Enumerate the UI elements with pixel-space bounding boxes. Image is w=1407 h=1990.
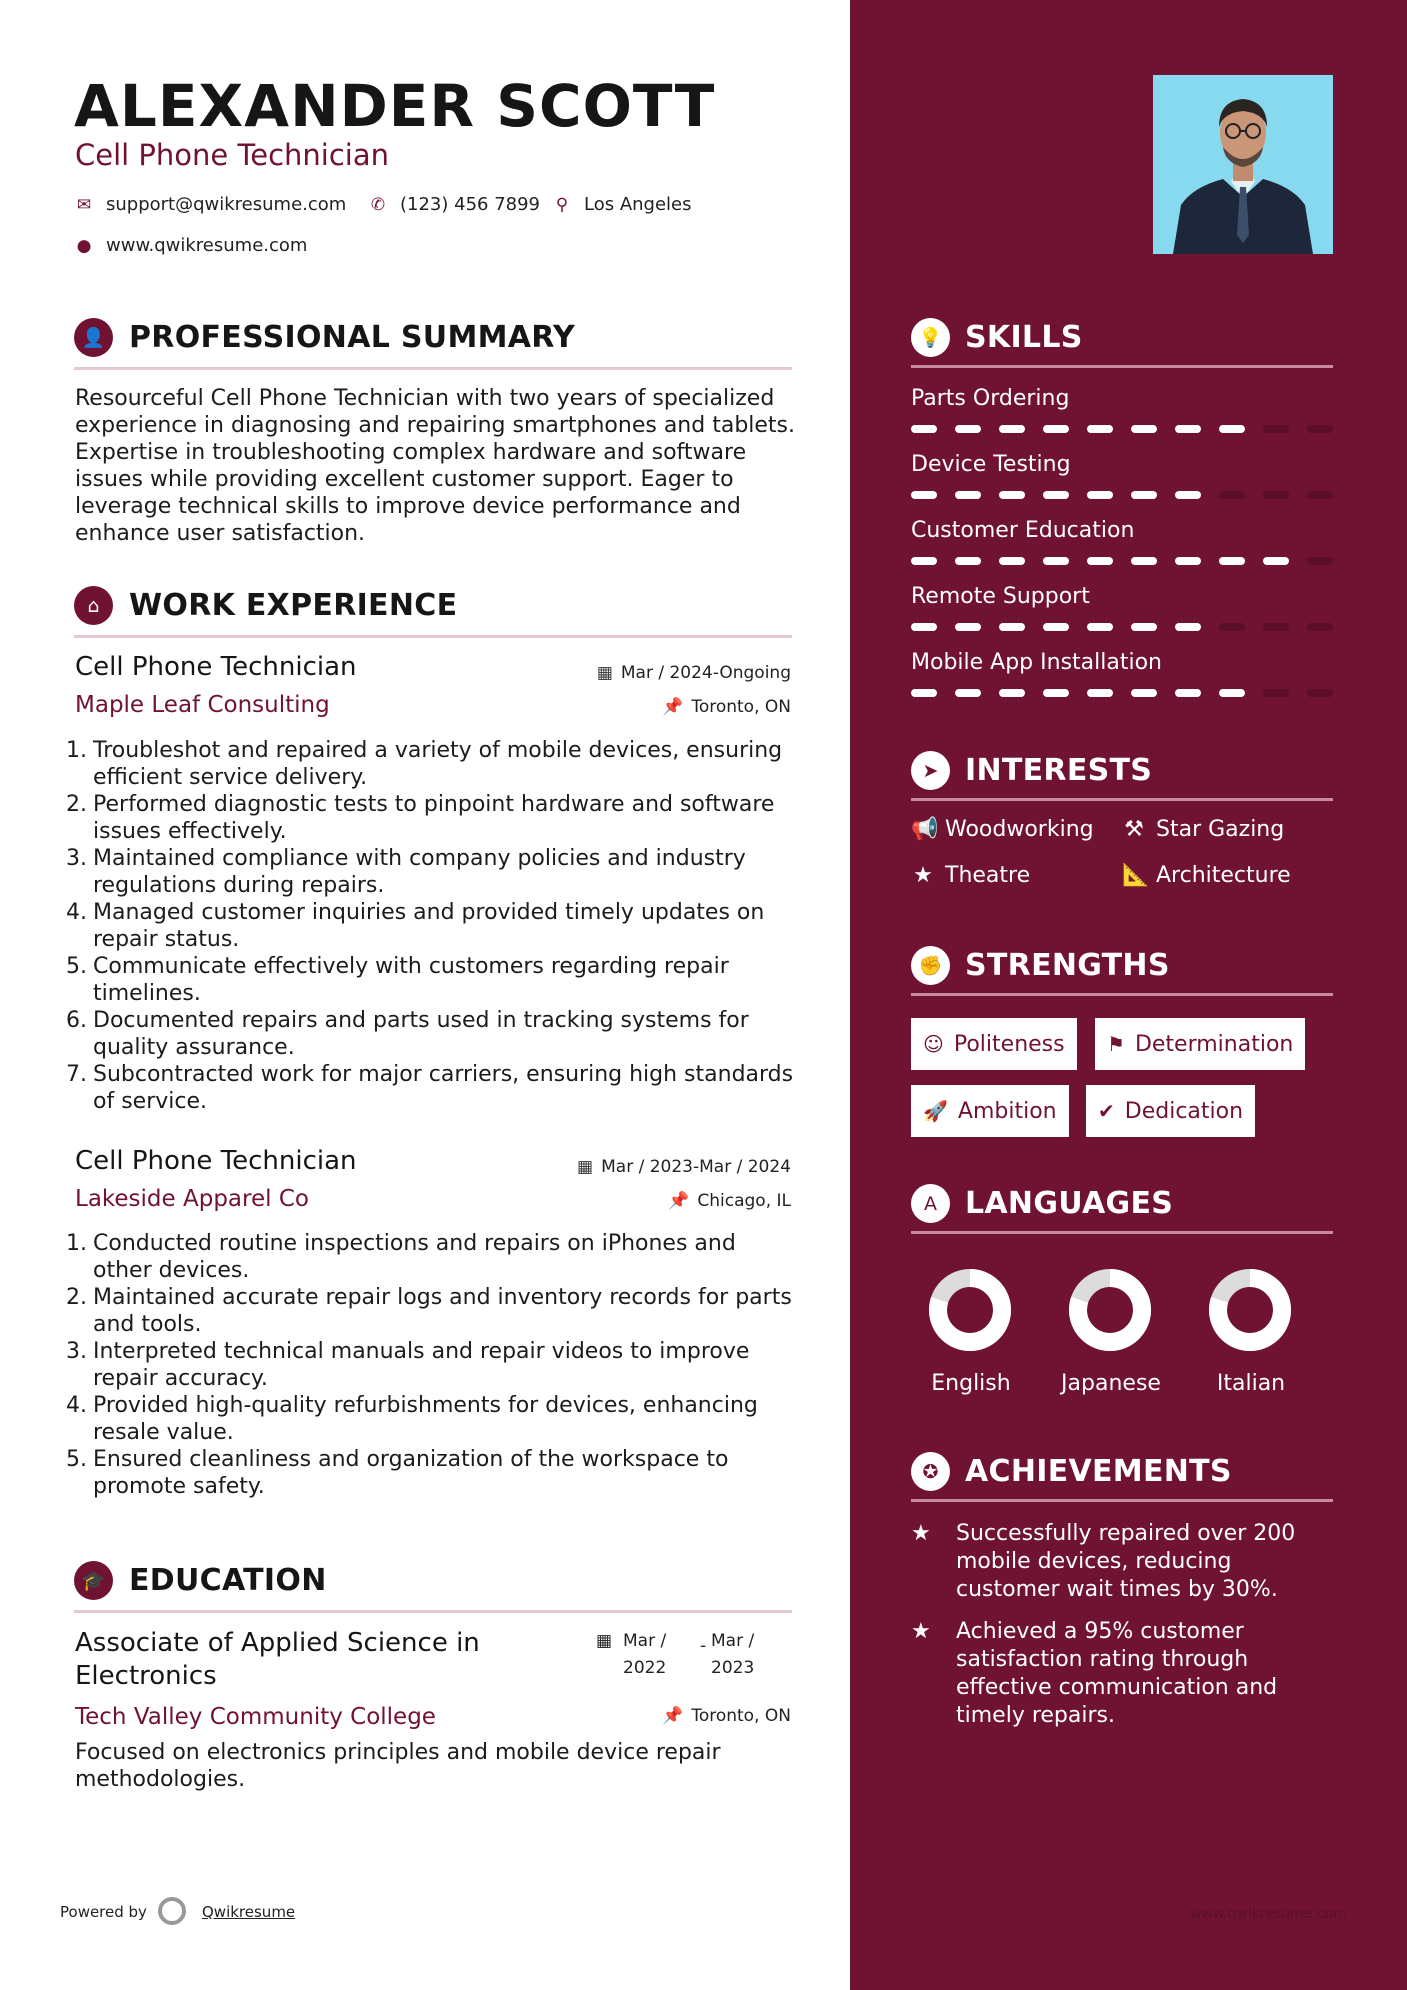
fist-icon: ✊: [911, 946, 950, 985]
skill-dash: [955, 557, 981, 565]
skill-dash: [999, 557, 1025, 565]
skill-dash: [911, 623, 937, 631]
skill-dash: [1307, 557, 1333, 565]
skill-dash: [1175, 491, 1201, 499]
skill-dash: [999, 425, 1025, 433]
pin-icon: 📌: [662, 1706, 684, 1726]
interests-heading: INTERESTS: [965, 753, 1153, 788]
skill-dash: [911, 491, 937, 499]
job-location: [662, 697, 791, 717]
skill-dash: [1043, 623, 1069, 631]
language-rings: [911, 1260, 1333, 1360]
skill-name: Remote Support: [911, 584, 1090, 609]
experience-header: [74, 580, 792, 638]
skill-level-bar: [911, 623, 1333, 631]
achievement-item: Successfully repaired over 200 mobile devices, reducing customer wait times by 30%.: [956, 1521, 1296, 1602]
summary-text: Resourceful Cell Phone Technician with two years of specialized experience in diagnosing and repairing smartphones and tablets. Expertise in troubleshooting complex hardware and software issues while providing excellent customer support. Eager to leverage technical skills to improve device performance and enhance user satisfaction.: [75, 386, 796, 546]
job-title: Cell Phone Technician: [75, 652, 357, 682]
achievements-heading: ACHIEVEMENTS: [965, 1454, 1232, 1489]
email-contact[interactable]: [74, 194, 346, 215]
job-title: Cell Phone Technician: [75, 1146, 357, 1176]
job-bullets: [66, 737, 796, 1115]
edu-end-date: Mar / 2023: [711, 1631, 755, 1678]
strengths-heading: STRENGTHS: [965, 948, 1170, 983]
list-item: 1. Conducted routine inspections and repairs on iPhones and other devices.: [66, 1231, 736, 1283]
job-date-text: Mar / 2024-Ongoing: [620, 663, 791, 683]
skill-dash: [1087, 623, 1113, 631]
phone-contact[interactable]: [368, 194, 540, 215]
summary-heading: PROFESSIONAL SUMMARY: [129, 320, 576, 355]
skill-level-bar: [911, 689, 1333, 697]
phone-text: (123) 456 7899: [400, 194, 541, 215]
office-chair-icon: ⌂: [74, 586, 113, 625]
edu-date-sep: -: [700, 1636, 707, 1656]
flag-icon: ⚑: [1107, 1032, 1125, 1056]
candidate-title: Cell Phone Technician: [75, 138, 390, 172]
skill-level-bar: [911, 491, 1333, 499]
phone-icon: ✆: [370, 194, 386, 215]
skill-dash: [1263, 491, 1289, 499]
list-item: 2. Performed diagnostic tests to pinpoint hardware and software issues effectively.: [66, 792, 775, 844]
candidate-name: ALEXANDER SCOTT: [74, 72, 716, 140]
skill-dash: [911, 557, 937, 565]
skill-dash: [1131, 689, 1157, 697]
job-location-text: Chicago, IL: [697, 1191, 791, 1211]
interests-header: [911, 745, 1333, 801]
strength-chip: ⚑ Determination: [1095, 1018, 1305, 1070]
skills-header: [911, 312, 1333, 368]
languages-header: [911, 1178, 1333, 1234]
skill-dash: [1043, 491, 1069, 499]
strengths-header: [911, 940, 1333, 996]
list-item: 5. Ensured cleanliness and organization of the workspace to promote safety.: [66, 1447, 729, 1499]
language-label: Japanese: [1061, 1371, 1161, 1396]
skill-dash: [911, 425, 937, 433]
degree-line-2: Electronics: [75, 1661, 217, 1691]
skill-dash: [1307, 491, 1333, 499]
strength-chip: ✔ Dedication: [1086, 1085, 1255, 1137]
education-text: Focused on electronics principles and mobile device repair methodologies.: [75, 1740, 721, 1792]
interest-item: 📐 Architecture: [1122, 863, 1291, 888]
skill-dash: [911, 689, 937, 697]
language-icon: A: [911, 1184, 950, 1223]
skill-dash: [1219, 425, 1245, 433]
skill-dash: [1175, 557, 1201, 565]
bullhorn-icon: 📢: [911, 817, 939, 842]
pin-icon: 📌: [662, 697, 684, 717]
interest-item: ★ Theatre: [911, 863, 1030, 888]
skill-dash: [999, 623, 1025, 631]
list-item: 3. Interpreted technical manuals and repair videos to improve repair accuracy.: [66, 1339, 750, 1391]
skill-dash: [1219, 623, 1245, 631]
job-company: Lakeside Apparel Co: [75, 1186, 309, 1212]
list-item: 2. Maintained accurate repair logs and inventory records for parts and tools.: [66, 1285, 792, 1337]
strength-chip: 🚀 Ambition: [911, 1085, 1069, 1137]
skill-dash: [955, 689, 981, 697]
job-date: [597, 663, 791, 683]
degree-line-1: Associate of Applied Science in: [75, 1628, 480, 1658]
calendar-icon: ▦: [577, 1157, 594, 1177]
skill-dash: [1263, 425, 1289, 433]
user-icon: 👤: [74, 318, 113, 357]
skill-dash: [1043, 425, 1069, 433]
languages-heading: LANGUAGES: [965, 1186, 1174, 1221]
skill-dash: [1131, 623, 1157, 631]
paper-plane-icon: ➤: [911, 751, 950, 790]
job-location: [668, 1191, 791, 1211]
skill-dash: [1307, 425, 1333, 433]
skill-dash: [1263, 557, 1289, 565]
summary-header: [74, 312, 792, 370]
job-date: [577, 1157, 791, 1177]
skills-heading: SKILLS: [965, 320, 1083, 355]
list-item: 7. Subcontracted work for major carriers, ensuring high standards of service.: [66, 1062, 794, 1114]
achievements-header: [911, 1446, 1333, 1502]
list-item: 1. Troubleshot and repaired a variety of mobile devices, ensuring efficient service delivery.: [66, 738, 783, 790]
skill-dash: [999, 689, 1025, 697]
shooting-star-icon: ★: [911, 1521, 931, 1546]
portrait-image: [1153, 75, 1333, 254]
skill-level-bar: [911, 425, 1333, 433]
skill-dash: [1263, 623, 1289, 631]
star-icon: ★: [913, 863, 933, 888]
rocket-icon: 🚀: [923, 1099, 948, 1123]
skill-dash: [1307, 623, 1333, 631]
smile-icon: ☺: [923, 1032, 944, 1056]
skill-dash: [1087, 557, 1113, 565]
skill-dash: [1087, 425, 1113, 433]
skill-dash: [1219, 557, 1245, 565]
language-label: English: [931, 1371, 1011, 1396]
skill-name: Customer Education: [911, 518, 1135, 543]
interest-item: ⚒ Star Gazing: [1122, 817, 1284, 842]
skill-dash: [1131, 425, 1157, 433]
profile-photo: [1153, 75, 1333, 254]
powered-by-label: Powered by: [60, 1903, 147, 1921]
job-date-text: Mar / 2023-Mar / 2024: [601, 1157, 791, 1177]
pin-icon: 📌: [668, 1191, 690, 1211]
interest-item: 📢 Woodworking: [911, 817, 1094, 842]
skill-dash: [999, 491, 1025, 499]
location-contact: [552, 194, 692, 215]
job-location-text: Toronto, ON: [691, 697, 791, 717]
skill-dash: [1043, 689, 1069, 697]
skill-dash: [1263, 689, 1289, 697]
edu-start-date: Mar / 2022: [623, 1631, 667, 1678]
skill-dash: [1307, 689, 1333, 697]
skill-dash: [955, 425, 981, 433]
job-bullets: [66, 1230, 796, 1500]
list-item: 3. Maintained compliance with company policies and industry regulations during repairs.: [66, 846, 746, 898]
map-pin-icon: ⚲: [555, 194, 569, 215]
job-company: Maple Leaf Consulting: [75, 692, 330, 718]
skill-level-bar: [911, 557, 1333, 565]
achievement-item: Achieved a 95% customer satisfaction rating through effective communication and timely repairs.: [956, 1619, 1278, 1728]
qwikresume-link[interactable]: Qwikresume: [202, 1903, 296, 1921]
skill-dash: [1175, 425, 1201, 433]
globe-icon: ●: [76, 235, 92, 256]
location-text: Los Angeles: [584, 194, 692, 215]
skill-dash: [1131, 491, 1157, 499]
calendar-icon: ▦: [596, 1631, 613, 1651]
skill-dash: [1219, 689, 1245, 697]
school-name: Tech Valley Community College: [75, 1704, 436, 1730]
ruler-icon: 📐: [1122, 863, 1150, 888]
skill-dash: [1131, 557, 1157, 565]
skill-dash: [1087, 491, 1113, 499]
skill-dash: [1043, 557, 1069, 565]
gavel-icon: ⚒: [1124, 817, 1144, 842]
skill-dash: [1219, 491, 1245, 499]
experience-heading: WORK EXPERIENCE: [129, 588, 458, 623]
star-badge-icon: ✪: [911, 1452, 950, 1491]
skill-dash: [1087, 689, 1113, 697]
list-item: 6. Documented repairs and parts used in tracking systems for quality assurance.: [66, 1008, 749, 1060]
edu-location-text: Toronto, ON: [691, 1706, 791, 1726]
shooting-star-icon: ★: [911, 1619, 931, 1644]
skill-dash: [1175, 689, 1201, 697]
lightbulb-icon: 💡: [911, 318, 950, 357]
skill-name: Parts Ordering: [911, 386, 1070, 411]
language-label: Italian: [1216, 1371, 1286, 1396]
skill-name: Device Testing: [911, 452, 1071, 477]
qwikresume-logo-icon: [158, 1897, 186, 1925]
calendar-icon: ▦: [596, 663, 613, 683]
edu-location: [662, 1706, 791, 1726]
skill-dash: [1175, 623, 1201, 631]
envelope-icon: ✉: [76, 194, 92, 215]
education-heading: EDUCATION: [129, 1563, 327, 1598]
graduation-icon: 🎓: [74, 1561, 113, 1600]
list-item: 5. Communicate effectively with customers regarding repair timelines.: [66, 954, 729, 1006]
email-text: support@qwikresume.com: [106, 194, 347, 215]
skill-dash: [955, 491, 981, 499]
skill-name: Mobile App Installation: [911, 650, 1162, 675]
list-item: 4. Provided high-quality refurbishments for devices, enhancing resale value.: [66, 1393, 758, 1445]
check-circle-icon: ✔: [1098, 1099, 1115, 1123]
education-header: [74, 1555, 792, 1613]
skill-dash: [955, 623, 981, 631]
website-text: www.qwikresume.com: [106, 235, 308, 256]
strength-chip: ☺ Politeness: [911, 1018, 1077, 1070]
footer-website: www.qwikresume.com: [1190, 1906, 1347, 1922]
list-item: 4. Managed customer inquiries and provided timely updates on repair status.: [66, 900, 765, 952]
website-contact[interactable]: [74, 235, 307, 256]
